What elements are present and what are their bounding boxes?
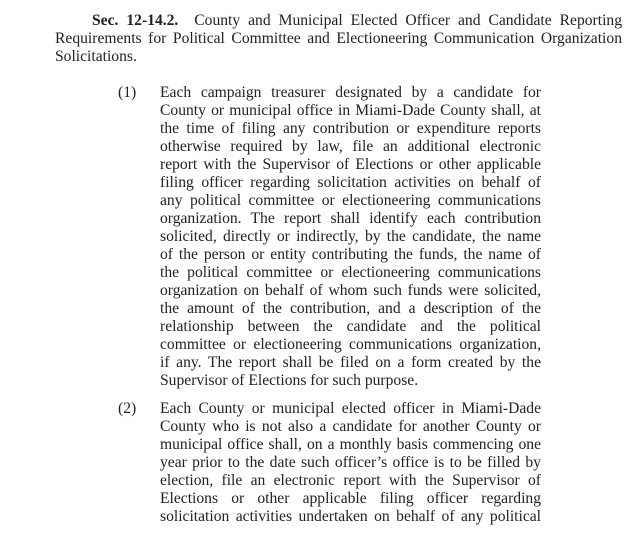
paragraph-1 bbox=[160, 84, 541, 390]
text-line: organization on behalf of whom such funds were solicited, bbox=[160, 282, 541, 299]
heading-line-2: Requirements for Political Committee and Electioneering Communication Organization bbox=[55, 30, 622, 47]
text-line: County who is not also a candidate for another County or bbox=[160, 418, 541, 435]
heading-line-3: Solicitations. bbox=[55, 48, 137, 65]
text-line: any political committee or electioneering communications bbox=[160, 192, 541, 209]
text-line: filing officer regarding solicitation activities on behalf of bbox=[160, 174, 541, 191]
text-line: Each County or municipal elected officer in Miami-Dade bbox=[160, 400, 541, 417]
heading-line-1 bbox=[55, 12, 622, 30]
text-line: Each campaign treasurer designated by a candidate for bbox=[160, 84, 541, 101]
text-line: the amount of the contribution, and a description of the bbox=[160, 300, 541, 317]
text-line: municipal office shall, on a monthly basis commencing one bbox=[160, 436, 541, 453]
text-line: of the person or entity contributing the funds, the name of bbox=[160, 246, 541, 263]
paragraph-label: (2) bbox=[118, 400, 137, 417]
text-line: relationship between the candidate and the political bbox=[160, 318, 541, 335]
text-line: Supervisor of Elections for such purpose. bbox=[160, 372, 419, 389]
text-line: County or municipal office in Miami-Dade County shall, at bbox=[160, 102, 541, 119]
section-heading bbox=[55, 12, 622, 66]
text-line: the time of filing any contribution or expenditure reports bbox=[160, 120, 541, 137]
text-line: the political committee or electioneering communications bbox=[160, 264, 541, 281]
section-number: Sec. 12-14.2. bbox=[92, 12, 179, 29]
paragraph-label: (1) bbox=[118, 84, 137, 101]
text-line: solicited, directly or indirectly, by the candidate, the name bbox=[160, 228, 541, 245]
text-line: election, file an electronic report with the Supervisor of bbox=[160, 472, 541, 489]
text-line: report with the Supervisor of Elections or other applicable bbox=[160, 156, 541, 173]
text-line: Elections or other applicable filing officer regarding bbox=[160, 490, 541, 507]
text-line: organization. The report shall identify each contribution bbox=[160, 210, 541, 227]
text-line: otherwise required by law, file an additional electronic bbox=[160, 138, 541, 155]
section-title-part: County and Municipal Elected Officer and Candidate Reporting bbox=[194, 12, 622, 29]
text-line: if any. The report shall be filed on a form created by the bbox=[160, 354, 541, 371]
text-line: year prior to the date such officer’s office is to be filled by bbox=[160, 454, 541, 471]
text-line: committee or electioneering communications organization, bbox=[160, 336, 541, 353]
text-line: solicitation activities undertaken on behalf of any political bbox=[160, 508, 541, 525]
paragraph-2 bbox=[160, 400, 541, 526]
